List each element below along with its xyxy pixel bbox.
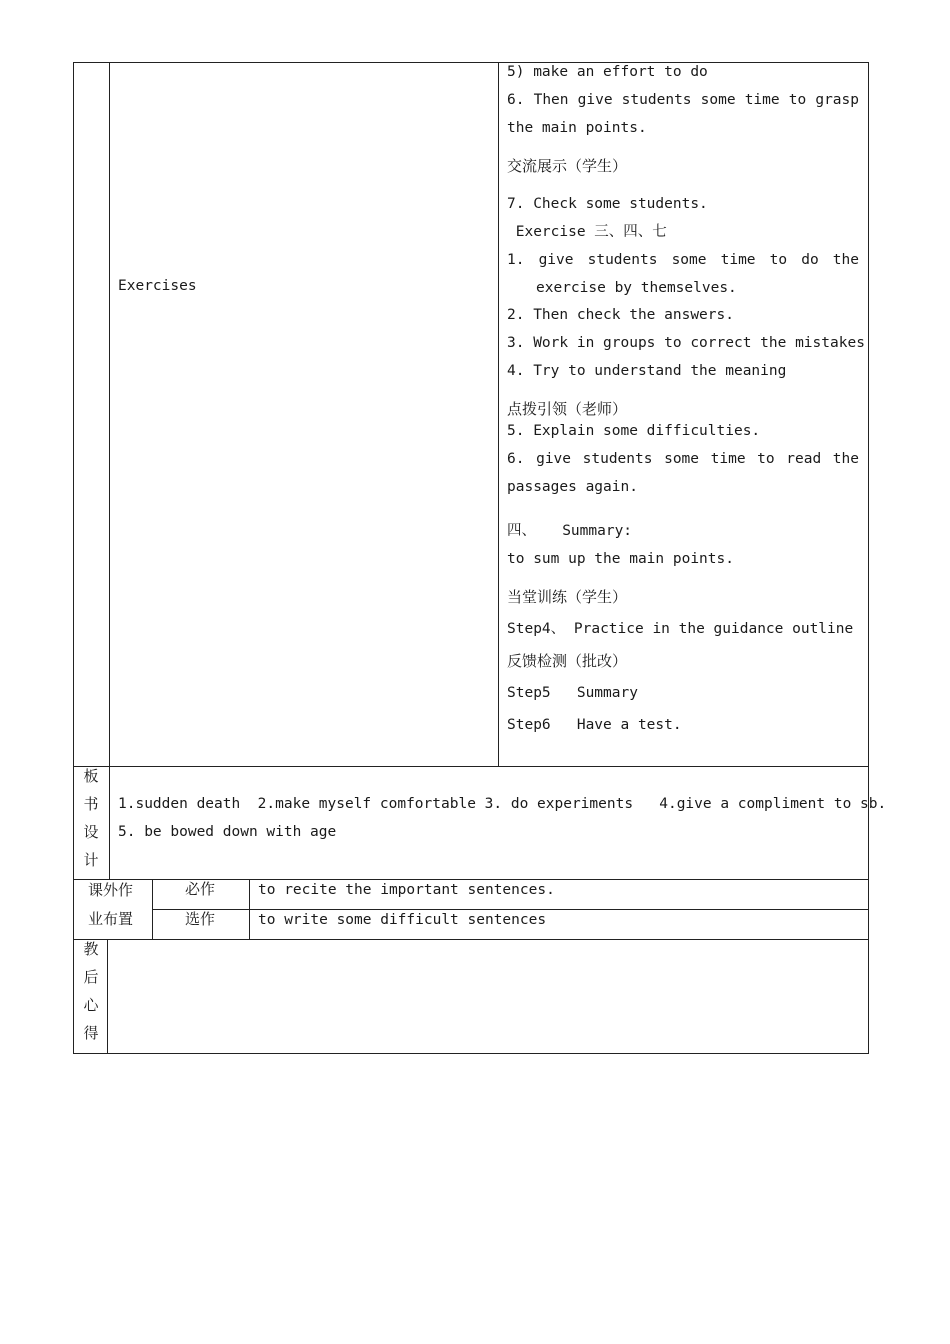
upper-col-divider-2 <box>498 62 499 766</box>
step-line-grasp-cont: the main points. <box>507 120 647 136</box>
heading-in-class-practice: 当堂训练（学生） <box>507 588 628 606</box>
heading-teacher-guidance: 点拨引领（老师） <box>507 400 628 418</box>
exercise-step-4: 4. Try to understand the meaning <box>507 363 787 379</box>
upper-col-divider-1 <box>109 62 110 766</box>
exercise-step-1-cont: exercise by themselves. <box>536 280 737 296</box>
step4-line: Step4、 Practice in the guidance outline <box>507 621 854 637</box>
homework-label-line-1: 课外作 <box>88 881 134 899</box>
table-border-bottom <box>73 1053 869 1054</box>
reflection-label <box>74 935 108 1047</box>
reflection-label-char-3: 心 <box>83 996 99 1014</box>
heading-exchange-display: 交流展示（学生） <box>507 157 628 175</box>
homework-required-label: 必作 <box>185 880 216 898</box>
summary-heading: 四、 Summary: <box>507 523 633 539</box>
board-col-divider <box>109 766 110 880</box>
homework-label-line-2: 业布置 <box>88 910 134 928</box>
board-design-label <box>74 762 108 874</box>
reflection-label-char-1: 教 <box>83 940 99 958</box>
table-border-right <box>868 62 869 1054</box>
step-line-make-effort: 5) make an effort to do <box>507 64 708 80</box>
homework-required-text: to recite the important sentences. <box>258 882 555 898</box>
homework-row-divider <box>152 909 869 910</box>
reflection-label-char-2: 后 <box>83 968 99 986</box>
board-label-char-3: 设 <box>83 823 99 841</box>
step-line-check-students: 7. Check some students. <box>507 196 708 212</box>
board-label-char-2: 书 <box>83 795 99 813</box>
reflection-content-area <box>108 940 868 1053</box>
step5-line: Step5 Summary <box>507 685 638 701</box>
step6-line: Step6 Have a test. <box>507 717 682 733</box>
board-label-char-4: 计 <box>83 851 99 869</box>
exercise-step-5: 5. Explain some difficulties. <box>507 423 761 439</box>
exercise-step-2: 2. Then check the answers. <box>507 307 734 323</box>
board-line-1: 1.sudden death 2.make myself comfortable 3. do experiments 4.give a compliment to sb. <box>118 796 887 812</box>
board-label-char-1: 板 <box>83 767 99 785</box>
reflection-label-char-4: 得 <box>83 1024 99 1042</box>
exercise-step-3: 3. Work in groups to correct the mistakes <box>507 335 865 351</box>
homework-optional-text: to write some difficult sentences <box>258 912 547 928</box>
exercise-numbers: Exercise 三、四、七 <box>507 224 667 240</box>
exercise-step-6: 6. give students some time to read the <box>507 451 859 467</box>
board-line-2: 5. be bowed down with age <box>118 824 337 840</box>
exercise-step-6-cont: passages again. <box>507 479 638 495</box>
table-border-left <box>73 62 74 1054</box>
upper-section-bottom <box>73 766 869 767</box>
table-border-top <box>73 62 869 63</box>
summary-text: to sum up the main points. <box>507 551 734 567</box>
exercise-step-1: 1. give students some time to do the <box>507 252 859 268</box>
heading-feedback-check: 反馈检测（批改） <box>507 652 628 670</box>
exercises-label: Exercises <box>118 278 197 294</box>
step-line-grasp-main-points: 6. Then give students some time to grasp <box>507 92 859 108</box>
homework-optional-label: 选作 <box>185 910 216 928</box>
